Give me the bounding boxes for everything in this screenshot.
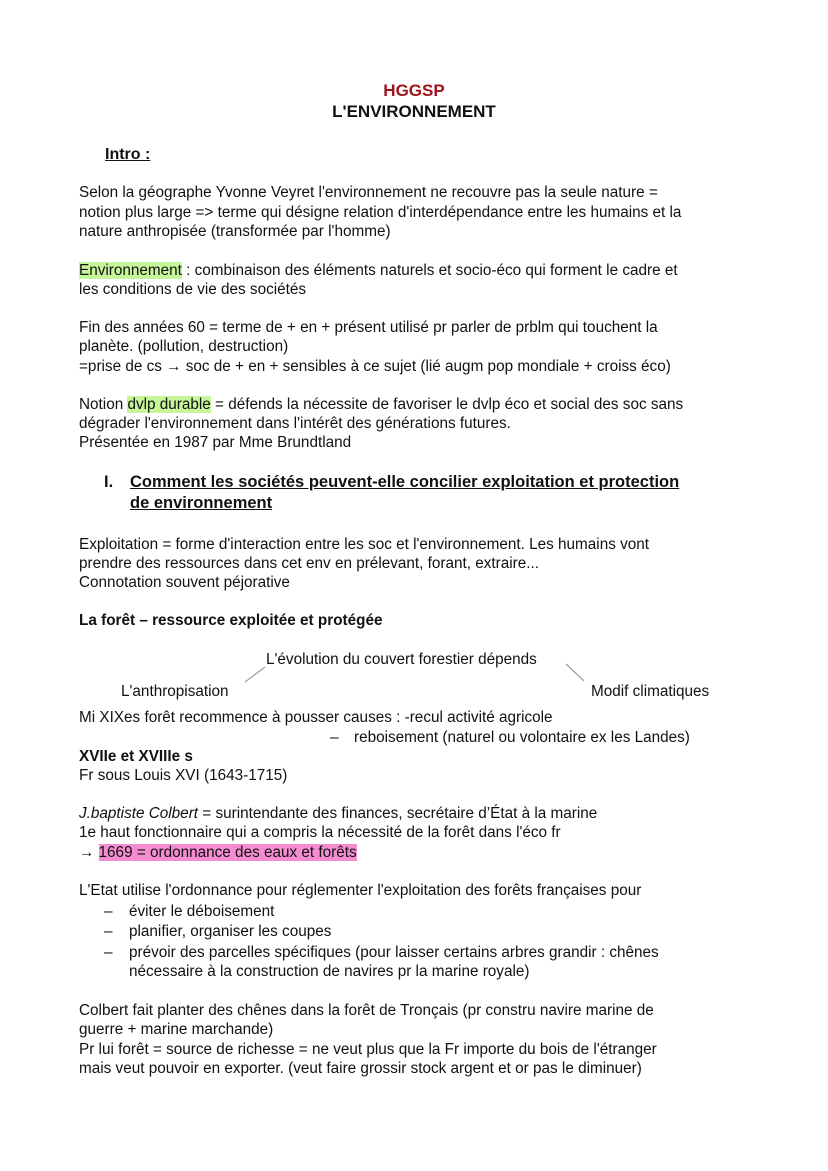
bullet-dash: – [104, 903, 113, 920]
exploitation-line3: Connotation souvent péjorative [79, 574, 290, 591]
intro-heading: Intro : [105, 146, 151, 163]
intro-p4-line3: Présentée en 1987 par Mme Brundtland [79, 434, 352, 451]
section-number: I. [104, 473, 114, 491]
section-title-text2: de environnement [130, 494, 273, 512]
definition-text: : combinaison des éléments naturels et socio-éco qui forment le cadre et [181, 262, 678, 279]
etat-intro: L'Etat utilise l'ordonnance pour réglementer l'exploitation des forêts françaises pour [79, 882, 642, 899]
final-line2: guerre + marine marchande) [79, 1021, 274, 1038]
p4-before: Notion [79, 396, 128, 413]
highlight-dvlp-durable: dvlp durable [127, 396, 211, 413]
highlight-ordonnance: 1669 = ordonnance des eaux et forêts [98, 844, 357, 861]
diagram-left-label: L'anthropisation [121, 683, 229, 700]
forest-subheading: La forêt – ressource exploitée et protégée [79, 612, 383, 629]
intro-p1-line1: Selon la géographe Yvonne Veyret l'environnement ne recouvre pas la seule nature = [79, 184, 658, 201]
period-heading: XVIIe et XVIIIe s [79, 748, 193, 765]
highlight-environnement: Environnement [79, 262, 182, 279]
diagram-right-label: Modif climatiques [591, 683, 710, 700]
louis-line: Fr sous Louis XVI (1643-1715) [79, 767, 288, 784]
ordonnance-line [79, 843, 357, 863]
causes-line2: reboisement (naturel ou volontaire ex les Landes) [354, 729, 690, 746]
final-line3: Pr lui forêt = source de richesse = ne veut plus que la Fr importe du bois de l'étranger [79, 1041, 657, 1058]
colbert-name: J.baptiste Colbert [79, 805, 199, 822]
p4-after: = défends la nécessite de favoriser le dvlp éco et social des soc sans [210, 396, 684, 413]
colbert-line2: 1e haut fonctionnaire qui a compris la nécessité de la forêt dans l'éco fr [79, 824, 561, 841]
intro-p3-line1: Fin des années 60 = terme de + en + présent utilisé pr parler de prblm qui touchent la [79, 319, 658, 336]
intro-p3-line2: planète. (pollution, destruction) [79, 338, 289, 355]
exploitation-line2: prendre des ressources dans cet env en prélevant, forant, extraire... [79, 555, 540, 572]
intro-p1-line2: notion plus large => terme qui désigne relation d'interdépendance entre les humains et la [79, 204, 682, 221]
definition-line2: les conditions de vie des sociétés [79, 281, 307, 298]
section-title-text1: Comment les sociétés peuvent-elle concilier exploitation et protection [130, 473, 680, 491]
diagram-center-label: L'évolution du couvert forestier dépends [266, 651, 537, 668]
diagram-left-branch [245, 667, 265, 682]
exploitation-line1: Exploitation = forme d'interaction entre les soc et l'environnement. Les humains vont [79, 536, 650, 553]
final-line1: Colbert fait planter des chênes dans la forêt de Tronçais (pr constru navire marine de [79, 1002, 654, 1019]
intro-p4-line2: dégrader l'environnement dans l'intérêt des générations futures. [79, 415, 511, 432]
causes-line1: Mi XIXes forêt recommence à pousser causes : -recul activité agricole [79, 709, 553, 726]
causes-dash: – [330, 729, 339, 746]
bullet-dash: – [104, 944, 113, 961]
bullet-3-line1: prévoir des parcelles spécifiques (pour laisser certains arbres grandir : chênes [129, 944, 659, 961]
colbert-line1 [79, 804, 597, 824]
subject-title: HGGSP [383, 81, 445, 100]
diagram-right-branch [566, 664, 584, 681]
arrow-icon: → [79, 844, 99, 861]
bullet-dash: – [104, 923, 113, 940]
page-title: L'ENVIRONNEMENT [332, 102, 496, 121]
intro-p1-line3: nature anthropisée (transformée par l'homme) [79, 223, 391, 240]
final-line4: mais veut pouvoir en exporter. (veut faire grossir stock argent et or pas le diminuer) [79, 1060, 642, 1077]
bullet-3-line2: nécessaire à la construction de navires pr la marine royale) [129, 963, 530, 980]
bullet-2: planifier, organiser les coupes [129, 923, 332, 940]
bullet-1: éviter le déboisement [129, 903, 275, 920]
colbert-rest: = surintendante des finances, secrétaire d’État à la marine [198, 805, 598, 822]
intro-p3-line3: =prise de cs → soc de + en + sensibles à ce sujet (lié augm pop mondiale + croiss éco) [79, 358, 671, 375]
